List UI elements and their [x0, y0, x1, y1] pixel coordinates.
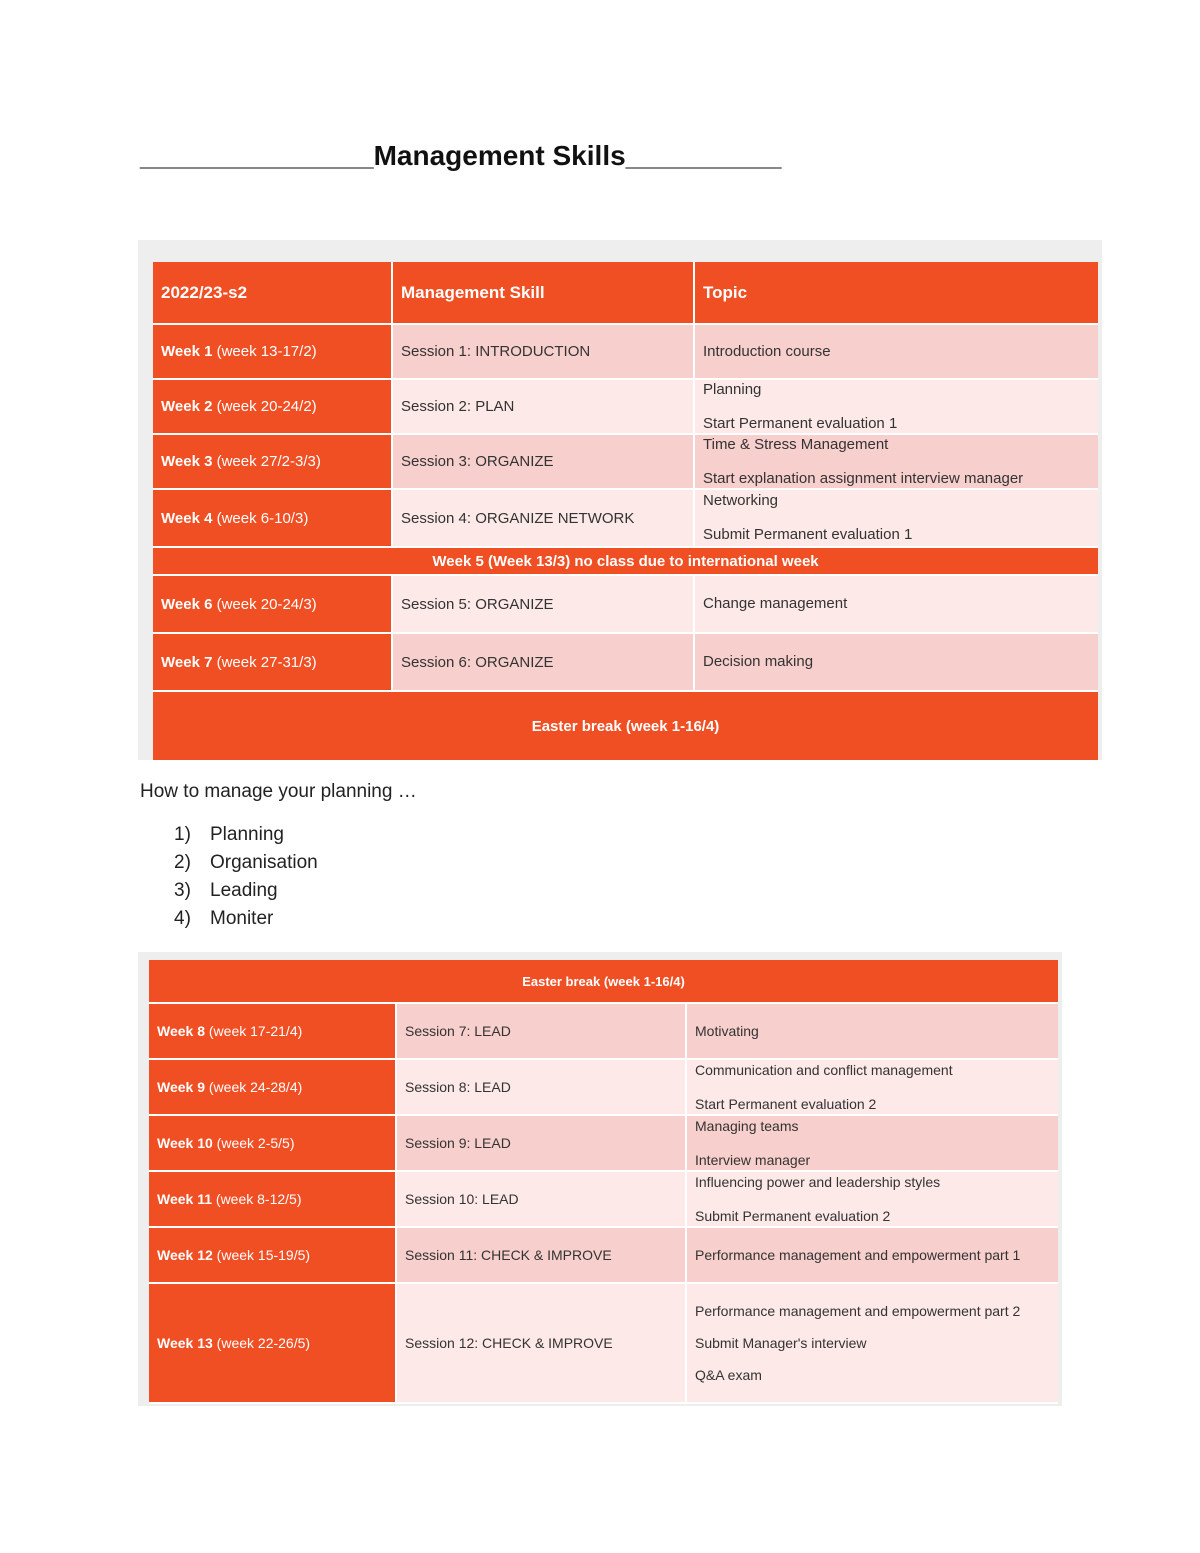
list-number: 3) — [174, 880, 191, 901]
week-label: Week 3 — [161, 453, 213, 470]
topic-line: Managing teams — [695, 1118, 799, 1134]
topic-cell — [687, 1116, 1058, 1170]
week-dates: (week 27/2-3/3) — [212, 453, 321, 470]
topic-cell — [687, 1060, 1058, 1114]
table-row — [149, 1060, 1058, 1116]
table-header-row — [153, 262, 1098, 325]
list-label: Organisation — [210, 852, 318, 873]
topic-cell — [695, 325, 1098, 378]
list-label: Planning — [210, 824, 284, 845]
topic-line: Submit Permanent evaluation 2 — [695, 1208, 891, 1224]
week-label: Week 1 — [161, 343, 213, 360]
topic-cell — [695, 435, 1098, 488]
topic-line: Influencing power and leadership styles — [695, 1174, 941, 1190]
list-item — [174, 824, 318, 852]
topic-cell — [695, 634, 1098, 690]
list-item — [174, 852, 318, 880]
list-label: Moniter — [210, 908, 274, 929]
week-dates: (week 15-19/5) — [212, 1247, 311, 1263]
topic-line: Start Permanent evaluation 1 — [703, 414, 898, 432]
header-skill: Management Skill — [393, 262, 695, 323]
week-label: Week 6 — [161, 595, 213, 613]
topic-line: Motivating — [695, 1023, 759, 1039]
table-row — [153, 380, 1098, 435]
week-label: Week 12 — [157, 1247, 213, 1263]
session-cell: Session 11: CHECK & IMPROVE — [397, 1228, 687, 1282]
session-cell: Session 4: ORGANIZE NETWORK — [393, 490, 695, 546]
week-dates: (week 2-5/5) — [212, 1135, 295, 1151]
week-dates: (week 17-21/4) — [205, 1023, 303, 1039]
week-cell — [149, 1284, 397, 1402]
table-row — [149, 1172, 1058, 1228]
week-label: Week 4 — [161, 509, 213, 527]
session-cell: Session 2: PLAN — [393, 380, 695, 433]
planning-list — [174, 824, 318, 936]
week-dates: (week 22-26/5) — [212, 1335, 311, 1351]
week-label: Week 11 — [157, 1191, 213, 1207]
table-row — [153, 490, 1098, 548]
topic-line: Submit Manager's interview — [695, 1335, 867, 1351]
topic-cell — [687, 1172, 1058, 1226]
list-number: 1) — [174, 824, 191, 845]
topic-cell — [687, 1004, 1058, 1058]
header-topic: Topic — [695, 262, 1098, 323]
session-cell: Session 3: ORGANIZE — [393, 435, 695, 488]
topic-line: Decision making — [703, 653, 814, 670]
week-cell — [149, 1004, 397, 1058]
week-label: Week 9 — [157, 1079, 205, 1095]
week-label: Week 10 — [157, 1135, 213, 1151]
topic-cell — [687, 1284, 1058, 1402]
week-dates: (week 13-17/2) — [212, 343, 317, 360]
week-cell — [153, 490, 393, 546]
list-number: 2) — [174, 852, 191, 873]
list-item — [174, 880, 318, 908]
week-cell — [153, 325, 393, 378]
table-row — [153, 576, 1098, 634]
session-cell: Session 7: LEAD — [397, 1004, 687, 1058]
planning-heading: How to manage your planning … — [140, 781, 417, 802]
schedule-table-1 — [138, 240, 1102, 760]
week-cell — [153, 576, 393, 632]
topic-cell — [695, 576, 1098, 632]
easter-break-row — [153, 692, 1098, 760]
list-number: 4) — [174, 908, 191, 929]
week-dates: (week 20-24/3) — [212, 595, 317, 613]
week5-banner: Week 5 (Week 13/3) no class due to international week — [153, 548, 1098, 574]
session-cell: Session 8: LEAD — [397, 1060, 687, 1114]
table-row — [149, 1284, 1058, 1404]
week-label: Week 8 — [157, 1023, 205, 1039]
week-dates: (week 8-12/5) — [212, 1191, 302, 1207]
header-term: 2022/23-s2 — [153, 262, 393, 323]
schedule-table-2 — [138, 952, 1062, 1406]
week-cell — [153, 435, 393, 488]
week-dates: (week 20-24/2) — [212, 398, 317, 415]
topic-line: Introduction course — [703, 342, 831, 360]
session-cell: Session 12: CHECK & IMPROVE — [397, 1284, 687, 1402]
session-cell: Session 5: ORGANIZE — [393, 576, 695, 632]
table-row — [149, 1004, 1058, 1060]
topic-line: Communication and conflict management — [695, 1062, 953, 1078]
session-cell: Session 9: LEAD — [397, 1116, 687, 1170]
week-label: Week 13 — [157, 1335, 213, 1351]
week-cell — [153, 634, 393, 690]
topic-line: Interview manager — [695, 1152, 811, 1168]
week-cell — [153, 380, 393, 433]
table-row — [149, 1116, 1058, 1172]
table-row — [149, 1228, 1058, 1284]
week-cell — [149, 1116, 397, 1170]
topic-line: Planning — [703, 380, 762, 398]
list-item — [174, 908, 318, 936]
topic-line: Performance management and empowerment part 2 — [695, 1303, 1021, 1319]
table-row — [153, 634, 1098, 692]
topic-line: Start explanation assignment interview manager — [703, 469, 1024, 487]
topic-line: Change management — [703, 595, 848, 612]
topic-cell — [695, 490, 1098, 546]
week-dates: (week 24-28/4) — [205, 1079, 303, 1095]
document-title: _______________Management Skills__________ — [140, 140, 782, 171]
easter-break-banner: Easter break (week 1-16/4) — [149, 960, 1058, 1002]
session-cell: Session 6: ORGANIZE — [393, 634, 695, 690]
topic-cell — [687, 1228, 1058, 1282]
session-cell: Session 1: INTRODUCTION — [393, 325, 695, 378]
table-row — [153, 325, 1098, 380]
week-cell — [149, 1060, 397, 1114]
list-label: Leading — [210, 880, 278, 901]
topic-line: Time & Stress Management — [703, 435, 889, 453]
topic-line: Start Permanent evaluation 2 — [695, 1096, 877, 1112]
topic-line: Networking — [703, 492, 779, 509]
easter-break-banner-row — [149, 960, 1058, 1004]
topic-line: Performance management and empowerment part 1 — [695, 1247, 1021, 1263]
table-row — [153, 435, 1098, 490]
week-dates: (week 6-10/3) — [212, 509, 309, 527]
week-dates: (week 27-31/3) — [212, 653, 317, 671]
session-cell: Session 10: LEAD — [397, 1172, 687, 1226]
week-label: Week 2 — [161, 398, 213, 415]
easter-break-label: Easter break (week 1-16/4) — [153, 692, 1098, 760]
week-cell — [149, 1172, 397, 1226]
topic-cell — [695, 380, 1098, 433]
week-label: Week 7 — [161, 653, 213, 671]
topic-line: Submit Permanent evaluation 1 — [703, 526, 913, 543]
week-cell — [149, 1228, 397, 1282]
week5-banner-row — [153, 548, 1098, 576]
topic-line: Q&A exam — [695, 1367, 762, 1383]
